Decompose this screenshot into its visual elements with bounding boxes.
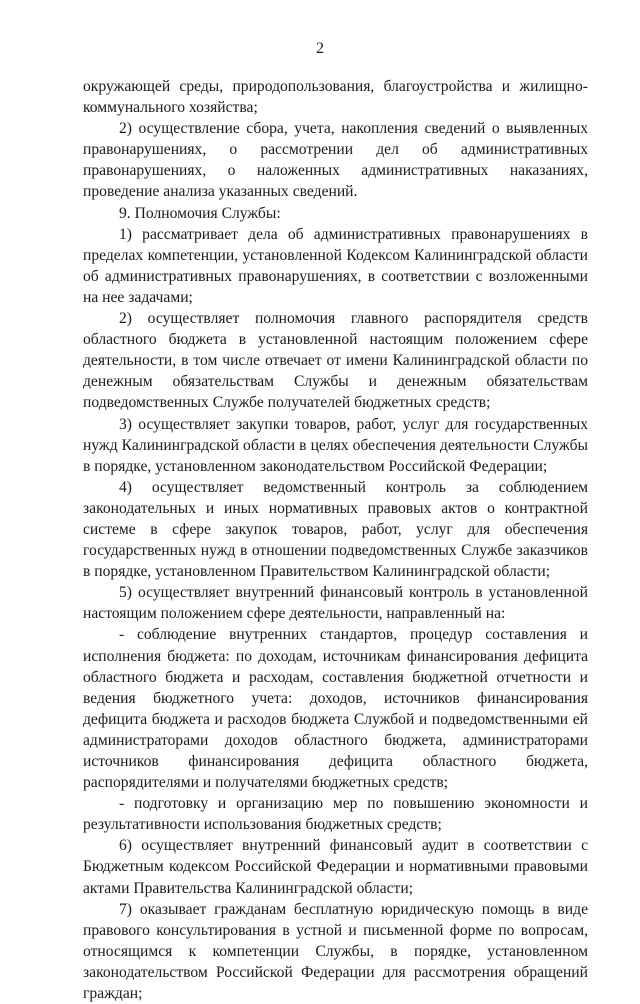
paragraph-item-7-legal-aid: 7) оказывает гражданам бесплатную юридическую помощь в виде правового консультирования в устной и письменной форме по вопросам, относящимся к компетенции Службы, в порядке, установленном законодательством Российской Федерации для рассмотрения обращений граждан;	[83, 900, 588, 1003]
paragraph-item-5-internal-control: 5) осуществляет внутренний финансовый контроль в установленной настоящим положением сфере деятельности, направленный на:	[83, 584, 588, 623]
document-body	[83, 76, 588, 1004]
paragraph-item-3-procurement: 3) осуществляет закупки товаров, работ, услуг для государственных нужд Калининградской области в целях обеспечения деятельности Службы в порядке, установленном законодательством Российской Федерации;	[83, 415, 588, 475]
paragraph-section-9-heading: 9. Полномочия Службы:	[119, 204, 281, 222]
paragraph-item-2-collection: 2) осуществление сбора, учета, накопления сведений о выявленных правонарушениях, о рассмотрении дел об административных правонарушениях, о наложенных административных наказаниях, проведение анализа указанных сведений.	[83, 120, 588, 201]
paragraph-bullet-standards: - соблюдение внутренних стандартов, процедур составления и исполнения бюджета: по доходам, источникам финансирования дефицита областного бюджета и расходам, составления бюджетной отчетности и ведения бюджетного учета: доходов, источников финансирования дефицита бюджета и расходов бюджета Службой и подведомственными ей администраторами доходов областного бюджета, администраторами источников финансирования дефицита областного бюджета, распорядителями и получателями бюджетных средств;	[83, 626, 588, 792]
page-number: 2	[316, 40, 324, 57]
paragraph-bullet-efficiency: - подготовку и организацию мер по повышению экономности и результативности использования бюджетных средств;	[83, 795, 588, 834]
paragraph-continuation: окружающей среды, природопользования, благоустройства и жилищно-коммунального хозяйства;	[83, 78, 588, 117]
paragraph-item-4-control: 4) осуществляет ведомственный контроль за соблюдением законодательных и иных нормативных правовых актов о контрактной системе в сфере закупок товаров, работ, услуг для обеспечения государственных нужд в отношении подведомственных Службе заказчиков в порядке, установленном Правительством Калининградской области;	[83, 478, 588, 581]
paragraph-item-6-audit: 6) осуществляет внутренний финансовый аудит в соответствии с Бюджетным кодексом Российской Федерации и нормативными правовыми актами Правительства Калининградской области;	[83, 837, 588, 897]
paragraph-item-1-cases: 1) рассматривает дела об административных правонарушениях в пределах компетенции, установленной Кодексом Калининградской области об административных правонарушениях, в соответствии с возложенными на нее задачами;	[83, 225, 588, 306]
paragraph-item-2-budget: 2) осуществляет полномочия главного распорядителя средств областного бюджета в установленной настоящим положением сфере деятельности, в том числе отвечает от имени Калининградской области по денежным обязательствам Службы и денежным обязательствам подведомственных Службе получателей бюджетных средств;	[83, 310, 588, 412]
